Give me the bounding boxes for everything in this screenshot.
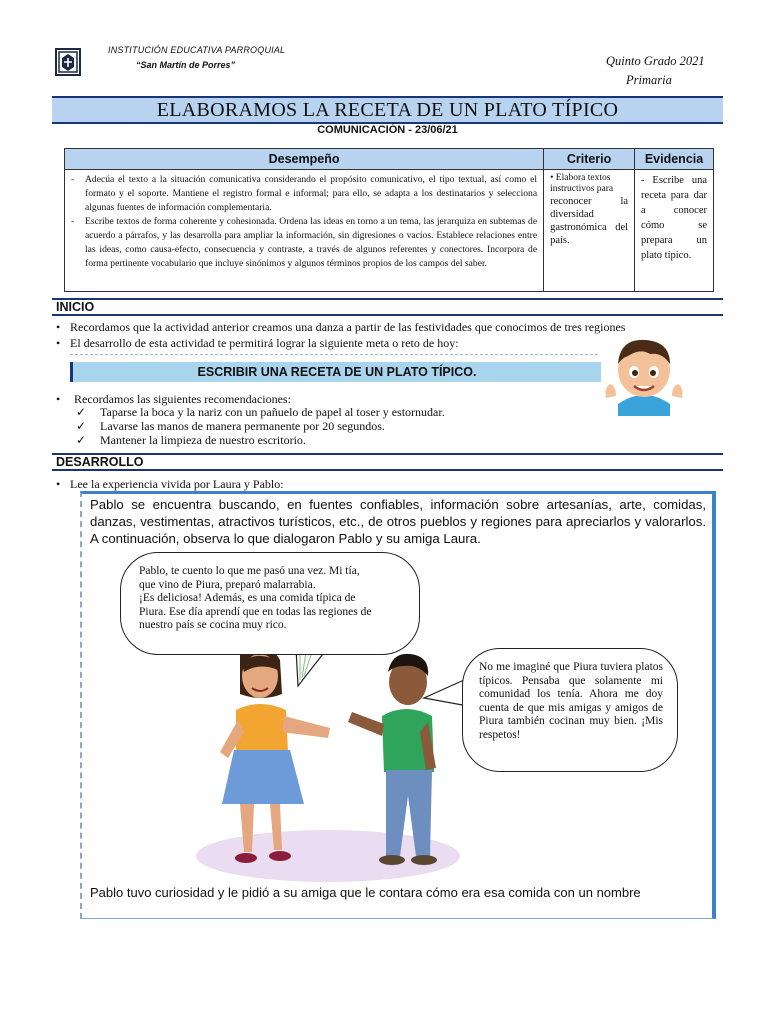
- desempeno-item: - Escribe textos de forma coherente y cohesionada. Ordena las ideas en torno a un tema, las jerarquiza en subtemas de acuerdo a párrafos, y las desarrolla para ampliar la información, sin digresiones o vacíos. Establece relaciones entre las ideas, como causa-efecto, consecuencia y contraste, a través de algunos referentes y conectores. Incorpora de forma pertinente vocabulario que incluye sinónimos y algunos términos propios de los campos del saber.: [71, 216, 538, 269]
- level-label: Primaria: [626, 73, 672, 87]
- grade-label: Quinto Grado 2021: [606, 54, 705, 68]
- bubble-line: que vino de Piura, preparó malarrabia.: [139, 578, 316, 591]
- section-inicio-heading: INICIO: [52, 298, 723, 316]
- bubble-line: Piura. Ese día aprendí que en todas las regiones de: [139, 605, 372, 618]
- inicio-bullet-3: • Recordamos las siguientes recomendaciones:: [56, 392, 291, 406]
- criterio-intro: • Elabora textos instructivos para: [550, 173, 614, 194]
- criterio-cell: [544, 170, 635, 292]
- reading-paragraph-1: Pablo se encuentra buscando, en fuentes confiables, información sobre artesanías, arte, comidas, danzas, vestimentas, atractivos turísticos, etc., de otros pueblos y regiones para apreciarlos y valorarlos. A continuación, observa lo que dialogaron Pablo y su amiga Laura.: [90, 497, 706, 546]
- bubble-line: Pablo, te cuento lo que me pasó una vez. Mi tía,: [139, 565, 360, 577]
- evidencia-cell: - Escribe una receta para dar a conocer cómo se prepara un plato típico.: [635, 170, 714, 292]
- page-title: ELABORAMOS LA RECETA DE UN PLATO TÍPICO: [52, 96, 723, 124]
- bubble-line: nuestro país se cocina muy rico.: [139, 619, 287, 631]
- inicio-bullet-2: • El desarrollo de esta actividad te permitirá lograr la siguiente meta o reto de hoy:: [56, 336, 459, 350]
- reading-paragraph-2: Pablo tuvo curiosidad y le pidió a su amiga que le contara cómo era esa comida con un nombre: [90, 885, 641, 900]
- header-criterio: Criterio: [544, 149, 635, 170]
- waving-boy-illustration: [600, 334, 688, 421]
- recommendation-item: ✓ Mantener la limpieza de nuestro escritorio.: [76, 433, 306, 447]
- speech-bubble-laura: [120, 552, 420, 655]
- header-desempeno: Desempeño: [65, 149, 544, 170]
- performance-table: [64, 148, 714, 292]
- institution-subname: “San Martín de Porres”: [136, 60, 236, 70]
- recommendation-item: ✓ Taparse la boca y la nariz con un pañuelo de papel al toser y estornudar.: [76, 405, 445, 419]
- recommendation-item: ✓ Lavarse las manos de manera permanente por 20 segundos.: [76, 419, 385, 433]
- criterio-text: reconocer la diversidad gastronómica del país.: [550, 196, 629, 246]
- speech-bubble-pablo: No me imaginé que Piura tuviera platos típicos. Pensaba que solamente mi comunidad los tenía. Ahora me doy cuenta de que mis amigas y amigos de Piura también cocinan muy bien. ¡Mis respetos!: [462, 648, 678, 772]
- page-subtitle: COMUNICACIÓN - 23/06/21: [317, 124, 458, 136]
- desempeno-cell: [65, 170, 544, 292]
- daily-goal-banner: ESCRIBIR UNA RECETA DE UN PLATO TÍPICO.: [70, 362, 601, 382]
- header-evidencia: Evidencia: [635, 149, 714, 170]
- school-logo-icon: [55, 48, 81, 76]
- inicio-bullet-1: • Recordamos que la actividad anterior creamos una danza a partir de las festividades que conocimos de tres regiones: [56, 320, 626, 334]
- section-desarrollo-heading: DESARROLLO: [52, 453, 723, 471]
- goal-divider: [70, 354, 598, 355]
- institution-name: INSTITUCIÓN EDUCATIVA PARROQUIAL: [108, 45, 286, 55]
- bubble-line: ¡Es deliciosa! Además, es una comida típica de: [139, 592, 356, 604]
- desarrollo-bullet-1: • Lee la experiencia vivida por Laura y Pablo:: [56, 477, 284, 491]
- desempeno-item: - Adecúa el texto a la situación comunicativa considerando el propósito comunicativo, el tipo textual, así como el formato y el soporte. Mantiene el registro formal e informal; para ello, se adapta a los destinatarios y selecciona algunas fuentes de información complementaria.: [71, 174, 538, 213]
